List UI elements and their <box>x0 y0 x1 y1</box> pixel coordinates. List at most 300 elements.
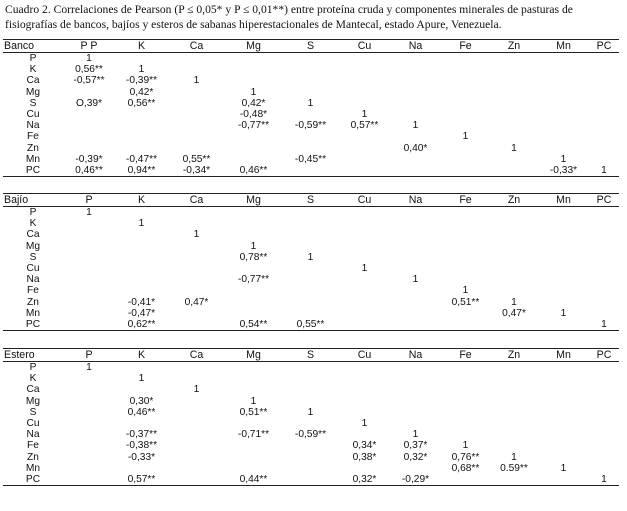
correlation-cell: -0,77** <box>237 274 270 286</box>
column-header: Zn <box>490 194 538 207</box>
correlation-cell <box>339 362 390 374</box>
correlation-cell <box>390 154 441 165</box>
correlation-cell <box>490 319 538 331</box>
column-header: S <box>282 40 339 53</box>
correlation-cell: 1 <box>86 53 92 64</box>
correlation-cell: 1 <box>193 229 200 241</box>
correlation-cell <box>63 229 115 240</box>
correlation-cell <box>589 53 619 65</box>
correlation-cell: -0,59** <box>294 429 327 441</box>
correlation-cell: 1 <box>462 440 469 452</box>
correlation-cell <box>538 362 589 374</box>
group-label: Banco <box>3 40 63 53</box>
correlation-cell <box>63 308 115 319</box>
correlation-cell <box>115 131 168 142</box>
correlation-cell <box>490 440 538 451</box>
header-row <box>3 40 619 53</box>
row-label: Na <box>26 429 40 441</box>
row-label: Ca <box>26 229 40 241</box>
correlation-cell: 1 <box>138 373 145 385</box>
correlation-cell <box>390 263 441 274</box>
correlation-cell <box>589 241 619 252</box>
correlation-cell <box>168 463 225 474</box>
correlation-cell: 0,47* <box>502 307 526 319</box>
correlation-cell: 1 <box>138 64 145 76</box>
correlation-cell: 0,30* <box>129 395 154 407</box>
correlation-cell <box>339 218 390 229</box>
correlation-cell: -0,37** <box>125 429 158 441</box>
correlation-cell <box>168 252 225 263</box>
correlation-cell <box>390 308 441 319</box>
correlation-cell: 0,32* <box>339 474 390 486</box>
correlation-cell: 0,56** <box>127 97 156 109</box>
correlation-cell <box>168 474 225 486</box>
correlation-cell <box>390 207 441 219</box>
correlation-cell: -0,48* <box>239 109 268 121</box>
correlation-cell: -0,71** <box>237 429 270 441</box>
correlation-cell <box>168 308 225 319</box>
correlation-cell <box>441 263 490 274</box>
correlation-cell <box>168 53 225 65</box>
correlation-cell <box>390 373 441 384</box>
correlation-cell <box>589 229 619 240</box>
correlation-cell <box>589 418 619 429</box>
table-row <box>3 252 619 263</box>
table-row <box>3 207 619 219</box>
row-label: Na <box>26 120 40 132</box>
correlation-cell <box>168 407 225 418</box>
correlation-cell <box>339 319 390 331</box>
correlation-cell: 1 <box>193 384 200 396</box>
correlation-cell: 1 <box>412 429 419 441</box>
table-row <box>3 75 619 86</box>
correlation-cell <box>339 154 390 165</box>
column-header: Cu <box>339 349 390 362</box>
correlation-cell <box>538 452 589 463</box>
correlation-cell <box>589 384 619 395</box>
column-header: S <box>282 349 339 362</box>
correlation-cell <box>441 429 490 440</box>
row-label: PC <box>3 319 63 331</box>
correlation-cell <box>282 241 339 252</box>
correlation-cell <box>168 218 225 229</box>
correlation-cell <box>168 241 225 252</box>
correlation-cell <box>115 362 168 374</box>
correlation-cell <box>390 218 441 229</box>
correlation-cell <box>490 429 538 440</box>
correlation-cell <box>441 319 490 331</box>
column-header: Mn <box>538 40 589 53</box>
row-label: S <box>29 97 37 109</box>
correlation-cell <box>589 429 619 440</box>
correlation-cell: 1 <box>250 395 257 407</box>
table-row <box>3 274 619 285</box>
row-label: Cu <box>26 418 40 430</box>
correlation-cell <box>441 396 490 407</box>
correlation-cell <box>282 396 339 407</box>
table-row <box>3 120 619 131</box>
column-header: Mn <box>538 194 589 207</box>
correlation-cell <box>441 143 490 154</box>
correlation-cell <box>168 109 225 120</box>
table-row <box>3 263 619 274</box>
correlation-cell <box>282 440 339 451</box>
column-header: P <box>63 349 115 362</box>
correlation-cell <box>441 75 490 86</box>
correlation-cell <box>490 418 538 429</box>
correlation-cell <box>225 64 282 75</box>
correlation-cell <box>490 53 538 65</box>
column-header: Na <box>390 349 441 362</box>
correlation-cell <box>225 463 282 474</box>
correlation-cell: -0,47* <box>127 307 156 319</box>
correlation-cell <box>589 131 619 142</box>
row-label: K <box>29 64 37 76</box>
correlation-cell <box>339 87 390 98</box>
correlation-cell <box>63 241 115 252</box>
correlation-cell <box>168 373 225 384</box>
correlation-cell <box>225 263 282 274</box>
correlation-cell <box>225 297 282 308</box>
correlation-cell <box>339 64 390 75</box>
correlation-cell <box>441 373 490 384</box>
correlation-cell <box>339 229 390 240</box>
correlation-cell <box>589 252 619 263</box>
correlation-cell <box>390 384 441 395</box>
correlation-cell: 0,37* <box>403 440 428 452</box>
column-header: Mg <box>225 349 282 362</box>
correlation-cell <box>63 285 115 296</box>
column-header: PC <box>589 40 619 53</box>
correlation-cell <box>115 285 168 296</box>
correlation-cell <box>390 165 441 177</box>
correlation-cell: 0,78** <box>239 251 268 263</box>
table-row <box>3 64 619 75</box>
correlation-cell <box>589 285 619 296</box>
correlation-cell <box>63 452 115 463</box>
row-label: Ca <box>26 384 40 396</box>
banco-table-block <box>3 39 619 177</box>
correlation-cell: 1 <box>250 86 257 98</box>
correlation-cell <box>225 75 282 86</box>
correlation-cell <box>390 109 441 120</box>
column-header: Mn <box>538 349 589 362</box>
correlation-cell <box>538 274 589 285</box>
correlation-cell <box>589 143 619 154</box>
row-label: P <box>29 53 37 64</box>
estero-table-block <box>3 348 619 486</box>
correlation-cell: -0,33* <box>127 451 156 463</box>
correlation-cell: 0,38* <box>352 451 377 463</box>
correlation-cell: 0,57** <box>115 474 168 486</box>
correlation-cell: 1 <box>138 218 145 230</box>
correlation-cell <box>390 418 441 429</box>
correlation-cell <box>225 218 282 229</box>
row-label: K <box>29 218 37 230</box>
correlation-cell: -0,47** <box>125 153 158 165</box>
correlation-cell <box>538 297 589 308</box>
correlation-cell: 1 <box>361 418 368 430</box>
row-label: Cu <box>26 263 40 275</box>
correlation-cell <box>115 229 168 240</box>
correlation-cell <box>441 218 490 229</box>
correlation-cell <box>490 373 538 384</box>
column-header: K <box>115 194 168 207</box>
column-header: Na <box>390 40 441 53</box>
correlation-cell <box>538 87 589 98</box>
correlation-cell: 0,51** <box>239 406 268 418</box>
correlation-cell <box>390 285 441 296</box>
correlation-cell <box>282 463 339 474</box>
correlation-cell <box>63 319 115 331</box>
correlation-cell: 1 <box>250 240 257 252</box>
correlation-cell <box>538 120 589 131</box>
correlation-cell: 1 <box>589 165 619 177</box>
table-row <box>3 362 619 374</box>
row-label: PC <box>3 165 63 177</box>
correlation-cell <box>225 285 282 296</box>
correlation-cell <box>63 407 115 418</box>
correlation-cell: 0,46** <box>63 165 115 177</box>
correlation-cell <box>115 274 168 285</box>
correlation-cell <box>441 384 490 395</box>
table-row <box>3 241 619 252</box>
correlation-cell <box>589 109 619 120</box>
correlation-cell <box>538 207 589 219</box>
correlation-cell <box>339 463 390 474</box>
correlation-cell: 1 <box>560 307 567 319</box>
group-label: Bajío <box>3 194 63 207</box>
correlation-cell <box>339 384 390 395</box>
correlation-cell <box>168 418 225 429</box>
correlation-cell <box>589 154 619 165</box>
correlation-cell: 0,55** <box>182 153 211 165</box>
correlation-cell <box>339 407 390 418</box>
correlation-cell <box>490 207 538 219</box>
correlation-cell <box>390 252 441 263</box>
correlation-cell <box>63 87 115 98</box>
correlation-cell <box>168 429 225 440</box>
column-header: Zn <box>490 349 538 362</box>
header-row <box>3 349 619 362</box>
correlation-cell <box>441 362 490 374</box>
header-row <box>3 194 619 207</box>
table-row <box>3 418 619 429</box>
correlation-cell <box>63 440 115 451</box>
row-label: Zn <box>27 296 39 308</box>
correlation-cell <box>339 274 390 285</box>
correlation-cell: 1 <box>462 131 469 143</box>
correlation-cell <box>168 207 225 219</box>
row-label: PC <box>3 474 63 486</box>
correlation-cell <box>339 429 390 440</box>
correlation-cell <box>538 407 589 418</box>
correlation-cell <box>490 64 538 75</box>
table-row <box>3 297 619 308</box>
correlation-cell <box>538 53 589 65</box>
correlation-cell <box>225 154 282 165</box>
correlation-cell <box>168 98 225 109</box>
correlation-cell <box>282 143 339 154</box>
table-row <box>3 319 619 331</box>
correlation-cell <box>490 154 538 165</box>
table-row <box>3 429 619 440</box>
correlation-cell <box>390 98 441 109</box>
table-row <box>3 109 619 120</box>
table-row <box>3 440 619 451</box>
correlation-cell <box>589 218 619 229</box>
banco-correlation-table <box>3 39 619 177</box>
column-header: Fe <box>441 349 490 362</box>
correlation-cell <box>168 143 225 154</box>
correlation-cell: -0,45** <box>294 153 327 165</box>
correlation-cell <box>225 418 282 429</box>
correlation-cell <box>390 241 441 252</box>
correlation-cell <box>441 154 490 165</box>
correlation-cell: -0,39* <box>75 153 103 165</box>
column-header: Fe <box>441 40 490 53</box>
row-label: Mg <box>25 240 41 252</box>
correlation-cell: 0,46** <box>127 406 156 418</box>
correlation-cell: 0,94** <box>115 165 168 177</box>
correlation-cell <box>538 218 589 229</box>
correlation-cell <box>538 474 589 486</box>
row-label: Fe <box>27 440 39 452</box>
correlation-cell <box>63 109 115 120</box>
correlation-cell: -0,77** <box>237 120 270 132</box>
table-row <box>3 98 619 109</box>
estero-correlation-table <box>3 348 619 486</box>
column-header: PC <box>589 194 619 207</box>
correlation-cell: 1 <box>307 97 314 109</box>
row-label: S <box>29 251 37 263</box>
correlation-cell <box>339 241 390 252</box>
column-header: Cu <box>339 194 390 207</box>
row-label: P <box>29 362 37 373</box>
table-row <box>3 131 619 142</box>
column-header: S <box>282 194 339 207</box>
table-row <box>3 229 619 240</box>
correlation-cell <box>115 463 168 474</box>
correlation-cell <box>390 297 441 308</box>
correlation-cell <box>538 285 589 296</box>
correlation-cell <box>441 252 490 263</box>
correlation-cell <box>339 252 390 263</box>
correlation-cell <box>282 165 339 177</box>
correlation-cell <box>282 362 339 374</box>
correlation-cell <box>225 452 282 463</box>
correlation-cell <box>589 263 619 274</box>
correlation-cell <box>115 263 168 274</box>
correlation-cell <box>589 407 619 418</box>
correlation-cell: 1 <box>361 263 368 275</box>
correlation-cell <box>168 362 225 374</box>
correlation-cell <box>282 373 339 384</box>
correlation-cell <box>339 131 390 142</box>
column-header: K <box>115 349 168 362</box>
row-label: Cu <box>26 109 40 121</box>
correlation-cell <box>441 308 490 319</box>
correlation-cell <box>63 418 115 429</box>
correlation-cell <box>538 440 589 451</box>
table-row <box>3 452 619 463</box>
correlation-cell <box>115 252 168 263</box>
correlation-cell <box>490 87 538 98</box>
row-label: Mg <box>25 86 41 98</box>
correlation-cell <box>441 207 490 219</box>
correlation-cell <box>490 218 538 229</box>
row-label: Mn <box>25 307 41 319</box>
correlation-cell: 0,76** <box>451 451 480 463</box>
column-header: Mg <box>225 194 282 207</box>
correlation-cell <box>538 143 589 154</box>
correlation-cell <box>390 64 441 75</box>
correlation-cell <box>538 109 589 120</box>
correlation-cell <box>225 131 282 142</box>
correlation-cell <box>441 98 490 109</box>
correlation-cell <box>441 229 490 240</box>
correlation-cell <box>390 87 441 98</box>
correlation-cell <box>441 87 490 98</box>
correlation-cell <box>63 463 115 474</box>
correlation-cell: O,39* <box>75 97 103 109</box>
correlation-cell <box>390 463 441 474</box>
correlation-cell <box>538 319 589 331</box>
correlation-cell: 0,68** <box>451 462 480 474</box>
correlation-cell <box>282 384 339 395</box>
group-label: Estero <box>3 349 63 362</box>
correlation-cell: 0,54** <box>225 319 282 331</box>
row-label: Ca <box>26 75 40 87</box>
column-header: K <box>115 40 168 53</box>
correlation-cell: 0,55** <box>282 319 339 331</box>
correlation-cell: -0,41* <box>127 296 156 308</box>
correlation-cell <box>168 263 225 274</box>
correlation-cell <box>168 452 225 463</box>
correlation-cell <box>168 87 225 98</box>
table-row <box>3 407 619 418</box>
correlation-cell <box>441 407 490 418</box>
correlation-cell <box>282 64 339 75</box>
correlation-cell: 0,44** <box>225 474 282 486</box>
correlation-cell <box>282 418 339 429</box>
correlation-cell <box>589 463 619 474</box>
correlation-cell <box>339 143 390 154</box>
correlation-cell <box>538 263 589 274</box>
correlation-cell <box>168 319 225 331</box>
column-header: P <box>63 194 115 207</box>
correlation-cell: 0,42* <box>241 97 266 109</box>
correlation-cell <box>225 143 282 154</box>
column-header: Fe <box>441 194 490 207</box>
correlation-cell: 1 <box>412 274 419 286</box>
correlation-cell <box>490 384 538 395</box>
table-row <box>3 285 619 296</box>
correlation-cell <box>589 75 619 86</box>
correlation-cell: 0,46** <box>225 165 282 177</box>
row-label: Fe <box>27 131 39 143</box>
correlation-cell <box>115 418 168 429</box>
table-row <box>3 165 619 177</box>
row-label: Zn <box>27 142 39 154</box>
correlation-cell <box>490 407 538 418</box>
correlation-cell <box>282 131 339 142</box>
correlation-cell <box>589 207 619 219</box>
correlation-cell <box>490 241 538 252</box>
correlation-cell: 1 <box>412 120 419 132</box>
correlation-cell <box>225 308 282 319</box>
correlation-cell <box>538 252 589 263</box>
